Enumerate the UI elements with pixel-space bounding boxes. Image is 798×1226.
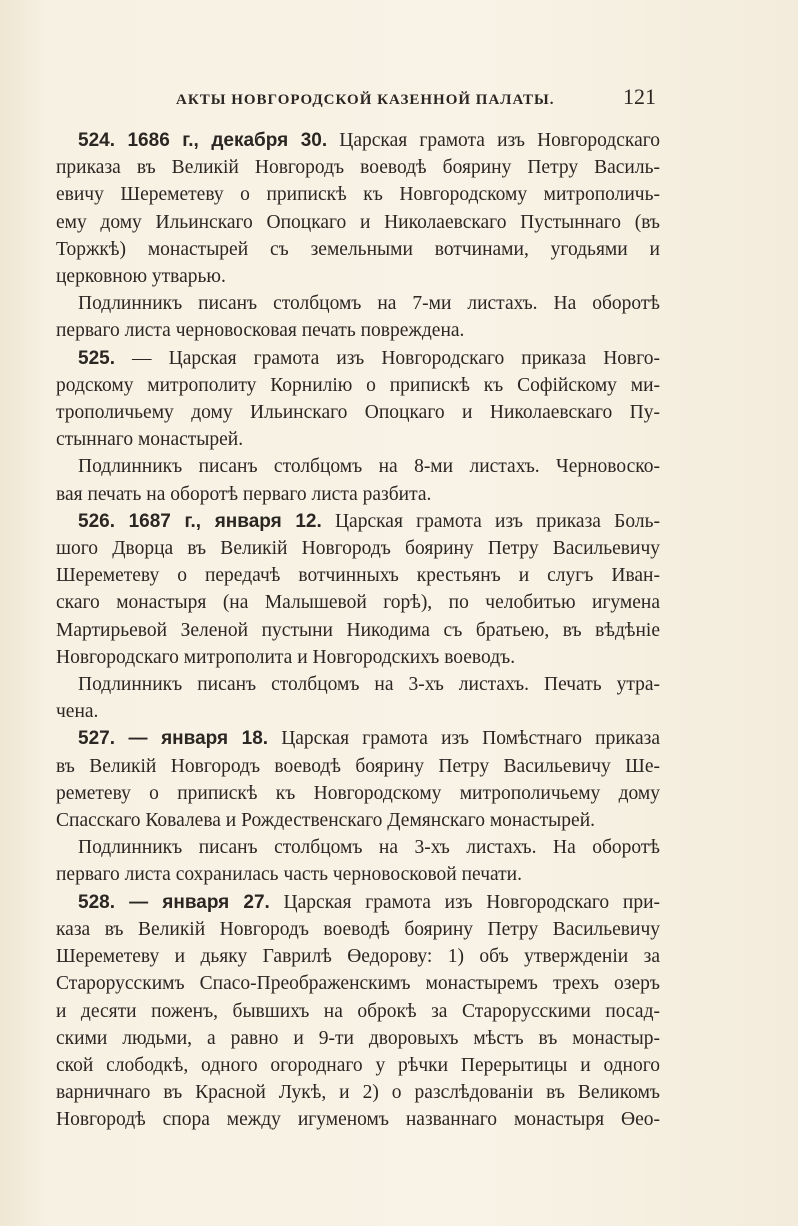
- text-line: [56, 290, 660, 317]
- text-line: [56, 154, 660, 181]
- text-line: [56, 263, 660, 290]
- text-line: [56, 589, 660, 616]
- text-line: [56, 426, 660, 453]
- text-line: [56, 127, 660, 154]
- line-text: скаго монастыря (на Малышевой горѣ), по челобитью игумена: [56, 592, 660, 614]
- line-text: вая печать на оборотѣ перваго листа разбита.: [56, 483, 432, 505]
- line-text: Старорусскимъ Спасо-Преображенскимъ монастыремъ трехъ озеръ: [56, 973, 660, 995]
- line-text: Шереметеву о передачѣ вотчинныхъ крестьянъ и слугъ Иван-: [56, 565, 660, 587]
- line-text: родскому митрополиту Корнилію о припискѣ къ Софійскому ми-: [56, 374, 660, 396]
- text-line: [56, 372, 660, 399]
- line-text: Новгородѣ спора между игуменомъ названнаго монастыря Өео-: [56, 1109, 660, 1131]
- entry-heading: 524. 1686 г., декабря 30.: [78, 130, 328, 151]
- text-line: [56, 970, 660, 997]
- line-text: Царская грамота изъ приказа Боль-: [321, 510, 660, 532]
- text-line: [56, 998, 660, 1025]
- line-text: реметеву о припискѣ къ Новгородскому митрополичьему дому: [56, 782, 660, 804]
- text-line: [56, 236, 660, 263]
- text-line: [56, 753, 660, 780]
- text-line: [56, 453, 660, 480]
- line-text: Подлинникъ писанъ столбцомъ на 3-хъ листахъ. Печать утра-: [78, 674, 660, 696]
- text-line: [56, 481, 660, 508]
- text-line: [56, 617, 660, 644]
- line-text: Царская грамота изъ Помѣстнаго приказа: [268, 728, 660, 750]
- line-text: въ Великій Новгородъ воеводѣ боярину Петру Васильевичу Ше-: [56, 755, 660, 777]
- text-line: [56, 943, 660, 970]
- line-text: — Царская грамота изъ Новгородскаго приказа Новго-: [114, 347, 660, 369]
- text-line: [56, 508, 660, 535]
- text-line: [56, 209, 660, 236]
- text-line: [56, 317, 660, 344]
- line-text: ской слободкѣ, одного огороднаго у рѣчки Перерытицы и одного: [56, 1054, 660, 1076]
- text-line: [56, 535, 660, 562]
- line-text: Подлинникъ писанъ столбцомъ на 7-ми листахъ. На оборотѣ: [78, 293, 660, 315]
- entry-heading: 526. 1687 г., января 12.: [78, 510, 322, 532]
- text-line: [56, 671, 660, 698]
- line-text: перваго листа сохранилась часть черновосковой печати.: [56, 864, 522, 886]
- line-text: шого Дворца въ Великій Новгородъ боярину Петру Васильевичу: [56, 538, 660, 560]
- text-line: [56, 1079, 660, 1106]
- line-text: Царская грамота изъ Новгородскаго: [327, 130, 660, 151]
- line-text: трополичьему дому Ильинскаго Опоцкаго и Николаевскаго Пу-: [56, 402, 660, 424]
- text-line: [56, 345, 660, 372]
- text-line: [56, 861, 660, 888]
- text-line: [56, 644, 660, 671]
- line-text: Подлинникъ писанъ столбцомъ на 3-хъ листахъ. На оборотѣ: [78, 837, 660, 859]
- line-text: Новгородскаго митрополита и Новгородскихъ воеводъ.: [56, 646, 516, 668]
- text-line: [56, 725, 660, 752]
- page-number: 121: [623, 84, 656, 109]
- line-text: Подлинникъ писанъ столбцомъ на 8-ми листахъ. Черновоско-: [78, 456, 660, 478]
- text-line: [56, 1052, 660, 1079]
- line-text: приказа въ Великій Новгородъ воеводѣ боярину Петру Василь-: [56, 157, 660, 179]
- line-text: Шереметеву и дьяку Гаврилѣ Өедорову: 1) объ утвержденіи за: [56, 946, 660, 968]
- text-line: [56, 916, 660, 943]
- text-line: [56, 889, 660, 916]
- text-line: [56, 562, 660, 589]
- line-text: чена.: [56, 701, 99, 723]
- line-text: и десяти поженъ, бывшихъ на оброкѣ за Старорусскими посад-: [56, 1000, 660, 1022]
- line-text: каза въ Великій Новгородъ воеводѣ боярину Петру Васильевичу: [56, 918, 660, 940]
- body-text: [56, 127, 660, 1134]
- entry-heading: 527. — января 18.: [78, 728, 269, 750]
- page-header: [176, 84, 656, 116]
- line-text: Мартирьевой Зеленой пустыни Никодима съ братьею, въ вѣдѣніе: [56, 619, 660, 641]
- text-line: [56, 1025, 660, 1052]
- running-title: АКТЫ НОВГОРОДСКОЙ КАЗЕННОЙ ПАЛАТЫ.: [176, 92, 555, 108]
- line-text: стыннаго монастырей.: [56, 429, 244, 451]
- line-text: Торжкѣ) монастырей съ земельными вотчинами, угодьями и: [56, 238, 660, 260]
- text-line: [56, 1106, 660, 1133]
- text-line: [56, 399, 660, 426]
- line-text: Спасскаго Ковалева и Рождественскаго Демянскаго монастырей.: [56, 810, 596, 832]
- line-text: ему дому Ильинскаго Опоцкаго и Николаевскаго Пустыннаго (въ: [56, 211, 660, 233]
- text-line: [56, 807, 660, 834]
- text-line: [56, 698, 660, 725]
- line-text: евичу Шереметеву о припискѣ къ Новгородскому митрополичь-: [56, 184, 660, 206]
- entry-heading: 525.: [78, 347, 115, 369]
- line-text: скими людьми, а равно и 9-ти дворовыхъ мѣстъ въ монастыр-: [56, 1027, 660, 1049]
- line-text: церковною утварью.: [56, 266, 226, 288]
- line-text: варничнаго въ Красной Лукѣ, и 2) о разслѣдованіи въ Великомъ: [56, 1082, 660, 1104]
- line-text: Царская грамота изъ Новгородскаго при-: [269, 891, 660, 913]
- text-line: [56, 181, 660, 208]
- line-text: перваго листа черновосковая печать повреждена.: [56, 320, 465, 342]
- text-line: [56, 780, 660, 807]
- entry-heading: 528. — января 27.: [78, 891, 270, 913]
- text-line: [56, 834, 660, 861]
